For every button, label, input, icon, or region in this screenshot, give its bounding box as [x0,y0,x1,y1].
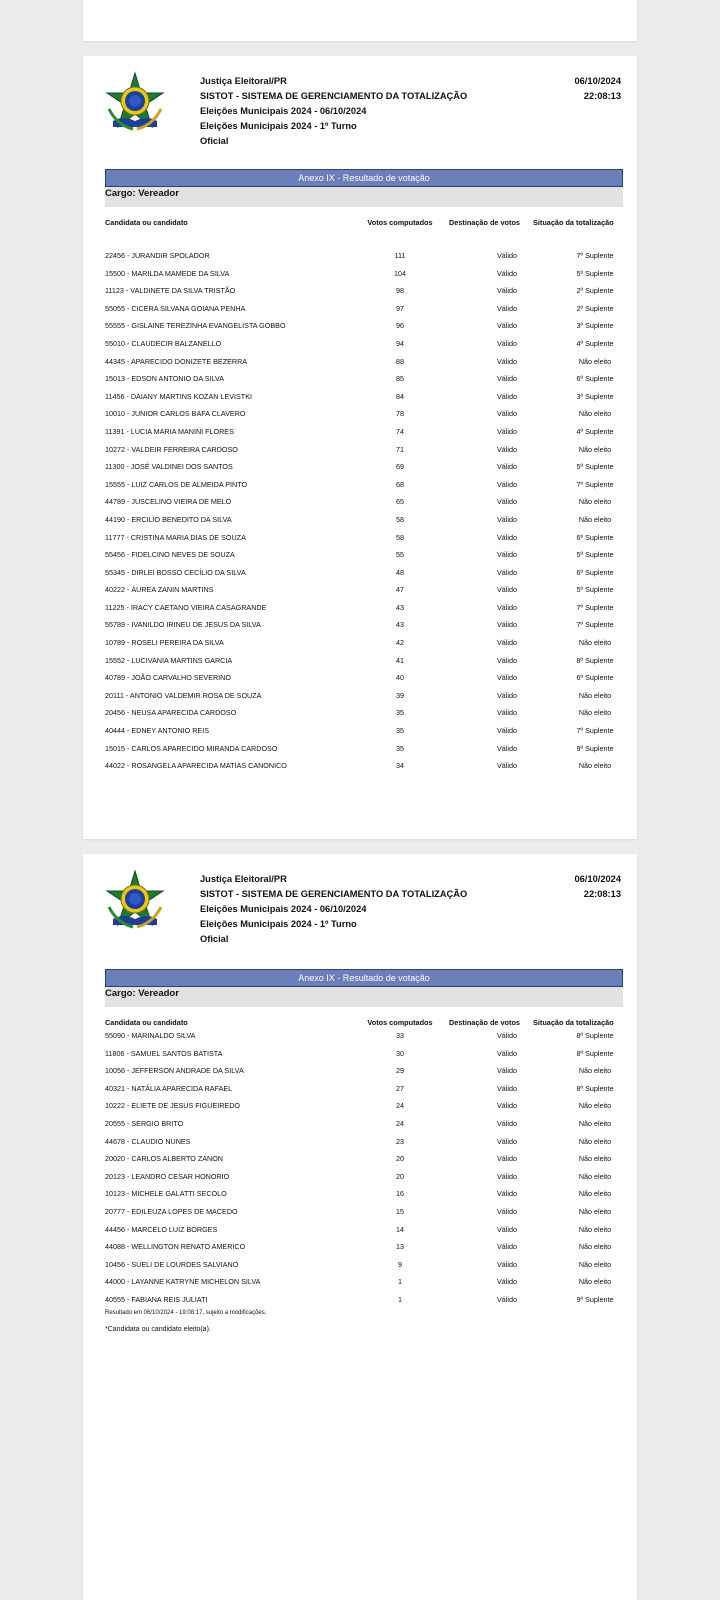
section-banner: Anexo IX - Resultado de votação [105,169,623,187]
votes-cell: 48 [396,567,404,577]
destination-cell: Válido [497,1066,517,1076]
table-row [105,269,623,287]
situation-cell: Não eleito [578,1189,612,1199]
situation-cell: 7º Suplente [576,479,614,489]
destination-cell: Válido [497,514,517,524]
table-row [105,409,623,427]
table-row [105,286,623,304]
situation-cell: Não eleito [578,1259,612,1269]
header-org: Justiça Eleitoral/PR [200,874,287,884]
candidate-cell: 20456 - NEUSA APARECIDA CARDOSO [105,708,237,718]
destination-cell: Válido [497,268,517,278]
votes-cell: 84 [396,391,404,401]
col-votes: Votos computados [367,218,433,227]
destination-cell: Válido [497,655,517,665]
column-headers [105,1018,623,1030]
situation-cell: Não eleito [578,514,612,524]
header-status: Oficial [200,934,229,944]
situation-cell: 4º Suplente [576,338,614,348]
situation-cell: Não eleito [578,1066,612,1076]
table-row [105,744,623,762]
destination-cell: Válido [497,479,517,489]
votes-cell: 97 [396,303,404,313]
table-row [105,1260,623,1278]
header-system: SISTOT - SISTEMA DE GERENCIAMENTO DA TOTALIZAÇÃO [200,91,468,101]
situation-cell: 9º Suplente [576,1294,614,1304]
candidate-cell: 55090 - MARINALDO SILVA [105,1031,196,1040]
situation-cell: 2º Suplente [576,286,614,296]
header-titles [200,872,467,947]
header-round: Eleições Municipais 2024 - 1º Turno [200,121,357,131]
table-row [105,1119,623,1137]
candidate-cell: 11300 - JOSÉ VALDINEI DOS SANTOS [105,462,233,472]
header-titles [200,74,467,149]
situation-cell: 7º Suplente [576,602,614,612]
votes-cell: 29 [396,1066,404,1076]
candidate-cell: 55555 - GISLAINE TEREZINHA EVANGELISTA GOBBO [105,321,286,331]
table-row [105,304,623,322]
destination-cell: Válido [497,673,517,683]
col-votes: Votos computados [367,1018,433,1027]
candidate-cell: 44789 - JUSCELINO VIEIRA DE MELO [105,497,232,507]
votes-cell: 16 [396,1189,404,1199]
table-row [105,515,623,533]
destination-cell: Válido [497,1224,517,1234]
votes-cell: 111 [394,251,406,260]
situation-cell: 3º Suplente [576,391,614,401]
destination-cell: Válido [497,462,517,472]
destination-cell: Válido [497,1083,517,1093]
table-row [105,392,623,410]
votes-cell: 20 [396,1171,404,1181]
previous-page-fragment [83,0,637,41]
votes-cell: 55 [396,550,404,560]
destination-cell: Válido [497,1171,517,1181]
candidate-cell: 10123 - MICHELE GALATTI SECOLO [105,1189,227,1199]
table-row [105,480,623,498]
votes-cell: 30 [396,1048,404,1058]
votes-cell: 69 [396,462,404,472]
report-page-1 [83,56,637,839]
table-row [105,1031,623,1049]
votes-cell: 39 [396,690,404,700]
table-row [105,1225,623,1243]
cargo-label: Cargo: Vereador [105,187,623,207]
table-row [105,497,623,515]
votes-cell: 41 [396,655,404,665]
situation-cell: Não eleito [578,761,612,771]
report-header [83,854,637,954]
destination-cell: Válido [497,1048,517,1058]
candidate-cell: 55789 - IVANILDO IRINEU DE JESUS DA SILVA [105,620,261,630]
col-candidate: Candidata ou candidato [105,1018,188,1027]
candidate-cell: 55010 - CLAUDECIR BALZANELLO [105,338,222,348]
situation-cell: Não eleito [578,638,612,648]
destination-cell: Válido [497,585,517,595]
destination-cell: Válido [497,1189,517,1199]
votes-cell: 40 [396,673,404,683]
table-row [105,462,623,480]
destination-cell: Válido [497,550,517,560]
candidate-cell: 15015 - CARLOS APARECIDO MIRANDA CARDOSO [105,743,278,753]
votes-cell: 14 [396,1224,404,1234]
candidate-cell: 11225 - IRACY CAETANO VIEIRA CASAGRANDE [105,602,267,612]
destination-cell: Válido [497,497,517,507]
destination-cell: Válido [497,251,517,260]
votes-cell: 42 [396,638,404,648]
candidate-cell: 44456 - MARCELO LUIZ BORGES [105,1224,218,1234]
table-row [105,251,623,269]
destination-cell: Válido [497,374,517,384]
votes-cell: 34 [396,761,404,771]
report-page-2 [83,854,637,1600]
situation-cell: Não eleito [578,1118,612,1128]
destination-cell: Válido [497,1154,517,1164]
destination-cell: Válido [497,602,517,612]
votes-cell: 9 [398,1259,402,1269]
votes-cell: 1 [398,1294,402,1304]
table-row [105,1242,623,1260]
col-destination: Destinação de votos [449,1018,520,1027]
cargo-label: Cargo: Vereador [105,987,623,1007]
table-row [105,568,623,586]
col-situation: Situação da totalização [533,1018,614,1027]
situation-cell: 5º Suplente [576,462,614,472]
destination-cell: Válido [497,1277,517,1287]
votes-cell: 15 [396,1206,404,1216]
votes-cell: 98 [396,286,404,296]
header-time: 22:08:13 [583,889,621,899]
votes-cell: 43 [396,602,404,612]
destination-cell: Válido [497,303,517,313]
situation-cell: 6º Suplente [576,374,614,384]
candidate-cell: 10056 - JEFFERSON ANDRADE DA SILVA [105,1066,244,1076]
candidate-cell: 40555 - FABIANA REIS JULIATI [105,1294,208,1304]
brazil-coat-of-arms-icon [103,869,167,933]
situation-cell: Não eleito [578,708,612,718]
candidate-cell: 10456 - SUELI DE LOURDES SALVIANO [105,1259,239,1269]
votes-cell: 104 [394,268,406,278]
candidate-cell: 55055 - CICERA SILVANA GOIANA PENHA [105,303,246,313]
destination-cell: Válido [497,743,517,753]
situation-cell: Não eleito [578,1206,612,1216]
table-row [105,656,623,674]
votes-cell: 35 [396,726,404,736]
votes-cell: 24 [396,1101,404,1111]
table-row [105,726,623,744]
header-system: SISTOT - SISTEMA DE GERENCIAMENTO DA TOTALIZAÇÃO [200,889,468,899]
table-row [105,673,623,691]
footnote-result: Resultado em 06/10/2024 - 19:08:17, sujeito a modificações. [105,1310,267,1316]
header-date: 06/10/2024 [574,76,621,86]
table-row [105,620,623,638]
table-row [105,1049,623,1067]
destination-cell: Válido [497,532,517,542]
table-row [105,357,623,375]
candidate-cell: 11391 - LUCIA MARIA MANINI FLORES [105,426,234,436]
votes-cell: 24 [396,1118,404,1128]
candidate-cell: 44022 - ROSANGELA APARECIDA MATIAS CANONICO [105,761,287,771]
situation-cell: Não eleito [578,1101,612,1111]
table-row [105,339,623,357]
situation-cell: 7º Suplente [576,620,614,630]
votes-cell: 78 [396,409,404,419]
destination-cell: Válido [497,761,517,771]
header-election: Eleições Municipais 2024 - 06/10/2024 [200,106,367,116]
votes-cell: 47 [396,585,404,595]
situation-cell: Não eleito [578,1154,612,1164]
table-row [105,1084,623,1102]
candidate-cell: 44000 - LAYANNE KATRYNE MICHELON SILVA [105,1277,261,1287]
table-row [105,1154,623,1172]
candidate-cell: 15500 - MARILDA MAMEDE DA SILVA [105,268,230,278]
situation-cell: Não eleito [578,1136,612,1146]
candidate-cell: 20123 - LEANDRO CESAR HONORIO [105,1171,230,1181]
situation-cell: 8º Suplente [576,1083,614,1093]
header-election: Eleições Municipais 2024 - 06/10/2024 [200,904,367,914]
destination-cell: Válido [497,1206,517,1216]
table-row [105,1101,623,1119]
candidate-cell: 44678 - CLAUDIO NUNES [105,1136,191,1146]
table-row [105,1066,623,1084]
votes-cell: 58 [396,514,404,524]
header-org: Justiça Eleitoral/PR [200,76,287,86]
situation-cell: 8º Suplente [576,655,614,665]
candidate-cell: 40321 - NATÁLIA APARECIDA RAFAEL [105,1083,233,1093]
candidate-cell: 20555 - SERGIO BRITO [105,1118,184,1128]
situation-cell: Não eleito [578,1242,612,1252]
header-date: 06/10/2024 [574,874,621,884]
candidate-cell: 10272 - VALDEIR FERREIRA CARDOSO [105,444,238,454]
situation-cell: 7º Suplente [576,726,614,736]
candidate-cell: 44088 - WELLINGTON RENATO AMERICO [105,1242,246,1252]
votes-cell: 20 [396,1154,404,1164]
situation-cell: Não eleito [578,356,612,366]
table-row [105,533,623,551]
situation-cell: Não eleito [578,1224,612,1234]
situation-cell: Não eleito [578,409,612,419]
column-headers [105,218,623,230]
votes-cell: 85 [396,374,404,384]
destination-cell: Válido [497,321,517,331]
candidate-cell: 44190 - ERCILIO BENEDITO DA SILVA [105,514,232,524]
votes-cell: 74 [396,426,404,436]
header-datetime [574,74,621,104]
situation-cell: 5º Suplente [576,550,614,560]
table-row [105,321,623,339]
table-row [105,1137,623,1155]
votes-cell: 58 [396,532,404,542]
destination-cell: Válido [497,1136,517,1146]
destination-cell: Válido [497,1294,517,1304]
candidate-cell: 40222 - ÁUREA ZANIN MARTINS [105,585,214,595]
report-header [83,56,637,156]
destination-cell: Válido [497,708,517,718]
situation-cell: Não eleito [578,1171,612,1181]
votes-cell: 27 [396,1083,404,1093]
header-status: Oficial [200,136,229,146]
col-situation: Situação da totalização [533,218,614,227]
candidate-cell: 15552 - LUCIVANIA MARTINS GARCIA [105,655,233,665]
candidate-cell: 11123 - VALDINETE DA SILVA TRISTÃO [105,286,236,296]
section-banner: Anexo IX - Resultado de votação [105,969,623,987]
col-destination: Destinação de votos [449,218,520,227]
header-time: 22:08:13 [583,91,621,101]
candidate-cell: 11777 - CRISTINA MARIA DIAS DE SOUZA [105,532,246,542]
candidate-cell: 10789 - ROSELI PEREIRA DA SILVA [105,638,224,648]
candidate-cell: 11806 - SAMUEL SANTOS BATISTA [105,1048,223,1058]
destination-cell: Válido [497,690,517,700]
situation-cell: 4º Suplente [576,426,614,436]
destination-cell: Válido [497,638,517,648]
votes-cell: 94 [396,338,404,348]
candidate-cell: 20111 - ANTONIO VALDEMIR ROSA DE SOUZA [105,690,262,700]
candidate-cell: 11456 - DAIANY MARTINS KOZAN LEVISTKI [105,391,252,401]
situation-cell: Não eleito [578,497,612,507]
candidate-cell: 15013 - EDSON ANTONIO DA SILVA [105,374,225,384]
votes-cell: 65 [396,497,404,507]
votes-cell: 35 [396,743,404,753]
votes-cell: 71 [396,444,404,454]
situation-cell: 3º Suplente [576,321,614,331]
votes-cell: 13 [396,1242,404,1252]
situation-cell: 6º Suplente [576,567,614,577]
table-row [105,585,623,603]
destination-cell: Válido [497,391,517,401]
votes-cell: 96 [396,321,404,331]
votes-cell: 88 [396,356,404,366]
table-row [105,638,623,656]
candidate-cell: 55345 - DIRLEI BOSSO CECÍLIO DA SILVA [105,567,246,577]
destination-cell: Válido [497,286,517,296]
header-datetime [574,872,621,902]
destination-cell: Válido [497,726,517,736]
table-row [105,708,623,726]
situation-cell: 6º Suplente [576,673,614,683]
destination-cell: Válido [497,620,517,630]
situation-cell: Não eleito [578,444,612,454]
table-row [105,1207,623,1225]
results-table-page-2 [105,1031,623,1313]
destination-cell: Válido [497,1101,517,1111]
votes-cell: 23 [396,1136,404,1146]
votes-cell: 68 [396,479,404,489]
brazil-coat-of-arms-icon [103,71,167,135]
situation-cell: 5º Suplente [576,268,614,278]
candidate-cell: 10222 - ELIETE DE JESUS FIGUEIREDO [105,1101,241,1111]
votes-cell: 35 [396,708,404,718]
footnote-elected: *Candidata ou candidato eleito(a). [105,1326,211,1333]
destination-cell: Válido [497,1259,517,1269]
situation-cell: Não eleito [578,690,612,700]
destination-cell: Válido [497,1242,517,1252]
table-row [105,691,623,709]
destination-cell: Válido [497,356,517,366]
table-row [105,1277,623,1295]
candidate-cell: 20020 - CARLOS ALBERTO ZANON [105,1154,223,1164]
table-row [105,445,623,463]
destination-cell: Válido [497,567,517,577]
table-row [105,1189,623,1207]
results-table-page-1 [105,251,623,779]
destination-cell: Válido [497,338,517,348]
destination-cell: Válido [497,1118,517,1128]
votes-cell: 33 [396,1031,404,1040]
destination-cell: Válido [497,1031,517,1040]
table-row [105,1172,623,1190]
table-row [105,427,623,445]
destination-cell: Válido [497,444,517,454]
destination-cell: Válido [497,426,517,436]
header-round: Eleições Municipais 2024 - 1º Turno [200,919,357,929]
situation-cell: 9º Suplente [576,743,614,753]
situation-cell: 8º Suplente [576,1031,614,1040]
table-row [105,374,623,392]
candidate-cell: 15555 - LUIZ CARLOS DE ALMEIDA PINTO [105,479,248,489]
situation-cell: Não eleito [578,1277,612,1287]
candidate-cell: 10010 - JUNIOR CARLOS BAFA CLAVERO [105,409,246,419]
situation-cell: 2º Suplente [576,303,614,313]
situation-cell: 8º Suplente [576,1048,614,1058]
table-row [105,603,623,621]
table-row [105,761,623,779]
candidate-cell: 22456 - JURANDIR SPOLADOR [105,251,210,260]
candidate-cell: 55456 - FIDELCINO NEVES DE SOUZA [105,550,235,560]
candidate-cell: 40789 - JOÃO CARVALHO SEVERINO [105,673,231,683]
situation-cell: 5º Suplente [576,585,614,595]
votes-cell: 43 [396,620,404,630]
situation-cell: 7º Suplente [576,251,614,260]
votes-cell: 1 [398,1277,402,1287]
candidate-cell: 20777 - EDILEUZA LOPES DE MACEDO [105,1206,238,1216]
table-row [105,550,623,568]
destination-cell: Válido [497,409,517,419]
col-candidate: Candidata ou candidato [105,218,188,227]
situation-cell: 6º Suplente [576,532,614,542]
candidate-cell: 40444 - EDNEY ANTONIO REIS [105,726,209,736]
candidate-cell: 44345 - APARECIDO DONIZETE BEZERRA [105,356,248,366]
